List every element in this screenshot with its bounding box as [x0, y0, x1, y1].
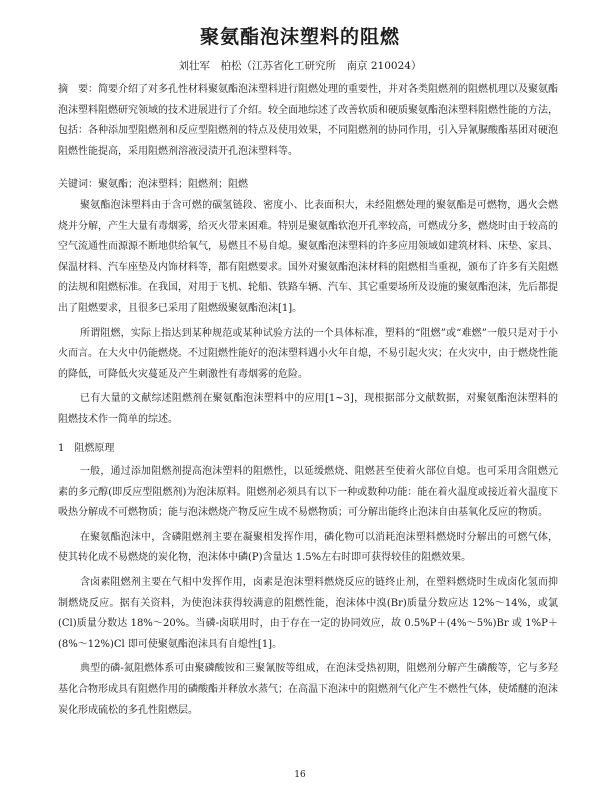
keywords: [58, 176, 558, 194]
paragraph-6: 含卤素阻燃剂主要在气相中发挥作用，卤素是泡沫塑料燃烧反应的链终止剂，在塑料燃烧时生成卤化氢而抑制燃烧反应。据有关资料，为使泡沫获得较满意的阻燃性能，泡沫体中溴(Br)质量分数应达 12%～14%，或氯(Cl)质量分数达 18%～20%。当磷-卤联用时，由于存在一定的协同效应，故 0.5%P＋(4%～5%)Br 或 1%P＋(8%～12%)Cl 即可使聚氨酯泡沫具有自熄性[1]。: [58, 576, 558, 650]
section-heading-1: 1 阻燃原理: [58, 443, 115, 454]
paragraph-7: 典型的磷-氮阻燃体系可由聚磷酸铵和三聚氰胺等组成，在泡沫受热初期，阻燃剂分解产生磷酸等，它与多羟基化合物形成具有阻燃作用的磷酸酯并释放水蒸气；在高温下泡沫中的阻燃剂气化产生不燃性气体，使烯醚的泡沫炭化形成硫松的多孔性阻燃层。: [58, 663, 558, 716]
paragraph-5: 在聚氨酯泡沫中，含磷阻燃剂主要在凝聚相发挥作用，磷化物可以消耗泡沫塑料燃烧时分解出的可燃气体，使其转化成不易燃烧的炭化物，泡沫体中磷(P)含量达 1.5%左右时即可获得较佳的阻燃效果。: [58, 531, 558, 564]
section-1-body: [58, 462, 558, 721]
keywords-label: 关键词：: [58, 179, 98, 190]
paragraph-2: 所谓阻燃，实际上指达到某种规范或某种试验方法的一个具体标准，塑料的“阻燃”或“难燃”一般只是对于小火而言。在大火中仍能燃烧。不过阻燃性能好的泡沫塑料遇小火年自熄，不易引起火灾；在火灾中，由于燃烧性能的降低，可降低火灾蔓延及产生刺激性有毒烟雾的危险。: [58, 327, 558, 380]
abstract: [58, 80, 558, 162]
abstract-text: 简要介绍了对多孔性材料聚氨酯泡沫塑料进行阻燃处理的重要性，并对各类阻燃剂的阻燃机理以及聚氨酯泡沫塑料阻燃研究领域的技术进展进行了介绍。较全面地综述了改善软质和硬质聚氨酯泡沫塑料阻燃性能的方法，包括：各种添加型阻燃剂和反应型阻燃剂的特点及使用效果，不同阻燃剂的协同作用，引入异氰脲酸酯基团对硬泡阻燃性能提高，采用阻燃剂溶液浸渍开孔泡沫塑料等。: [58, 84, 558, 157]
paragraph-1: 聚氨酯泡沫塑料由于含可燃的碳氢链段、密度小、比表面积大，未经阻燃处理的聚氨酯是可燃物，遇火会燃烧并分解，产生大量有毒烟雾，给灭火带来困难。特别是聚氨酯软泡开孔率较高，可燃成分多，燃烧时由于较高的空气流通性而源源不断地供给氧气，易燃且不易自熄。聚氨酯泡沫塑料的许多应用领域如建筑材料、床垫、家具、保温材料、汽车座垫及内饰材料等，都有阻燃要求。国外对聚氨酯泡沫材料的阻燃相当重视，颁布了许多有关阻燃的法规和阻燃标准。在我国，对用于飞机、轮船、铁路车辆、汽车、其它重要场所及设施的聚氨酯泡沫，先后都提出了阻燃要求，且很多已采用了阻燃级聚氨酯泡沫[1]。: [58, 200, 558, 314]
page-number: 16: [294, 770, 306, 780]
paper-title: 聚氨酯泡沫塑料的阻燃: [199, 26, 400, 48]
author-line: 刘壮军 柏松（江苏省化工研究所 南京 210024）: [178, 60, 422, 72]
paragraph-4: 一般，通过添加阻燃剂提高泡沫塑料的阻燃性，以延缓燃烧、阻燃甚至使着火部位自熄。也可采用含阻燃元素的多元醇(即反应型阻燃剂)为泡沫原料。阻燃剂必须具有以下一种或数种功能：能在着火温度或接近着火温度下吸热分解成不可燃物质；能与泡沫燃烧产物反应生成不易燃物质；可分解出能终止泡沫自由基氧化反应的物质。: [58, 466, 558, 519]
keywords-text: 聚氨酯；泡沫塑料；阻燃剂；阻燃: [98, 179, 248, 190]
paragraph-3: 已有大量的文献综述阻燃剂在聚氨酯泡沫塑料中的应用[1~3]，现根据部分文献数据，对聚氨酯泡沫塑料的阻燃技术作一简单的综述。: [58, 393, 558, 425]
abstract-label: 摘 要：: [58, 84, 98, 95]
intro-section: [58, 196, 558, 431]
